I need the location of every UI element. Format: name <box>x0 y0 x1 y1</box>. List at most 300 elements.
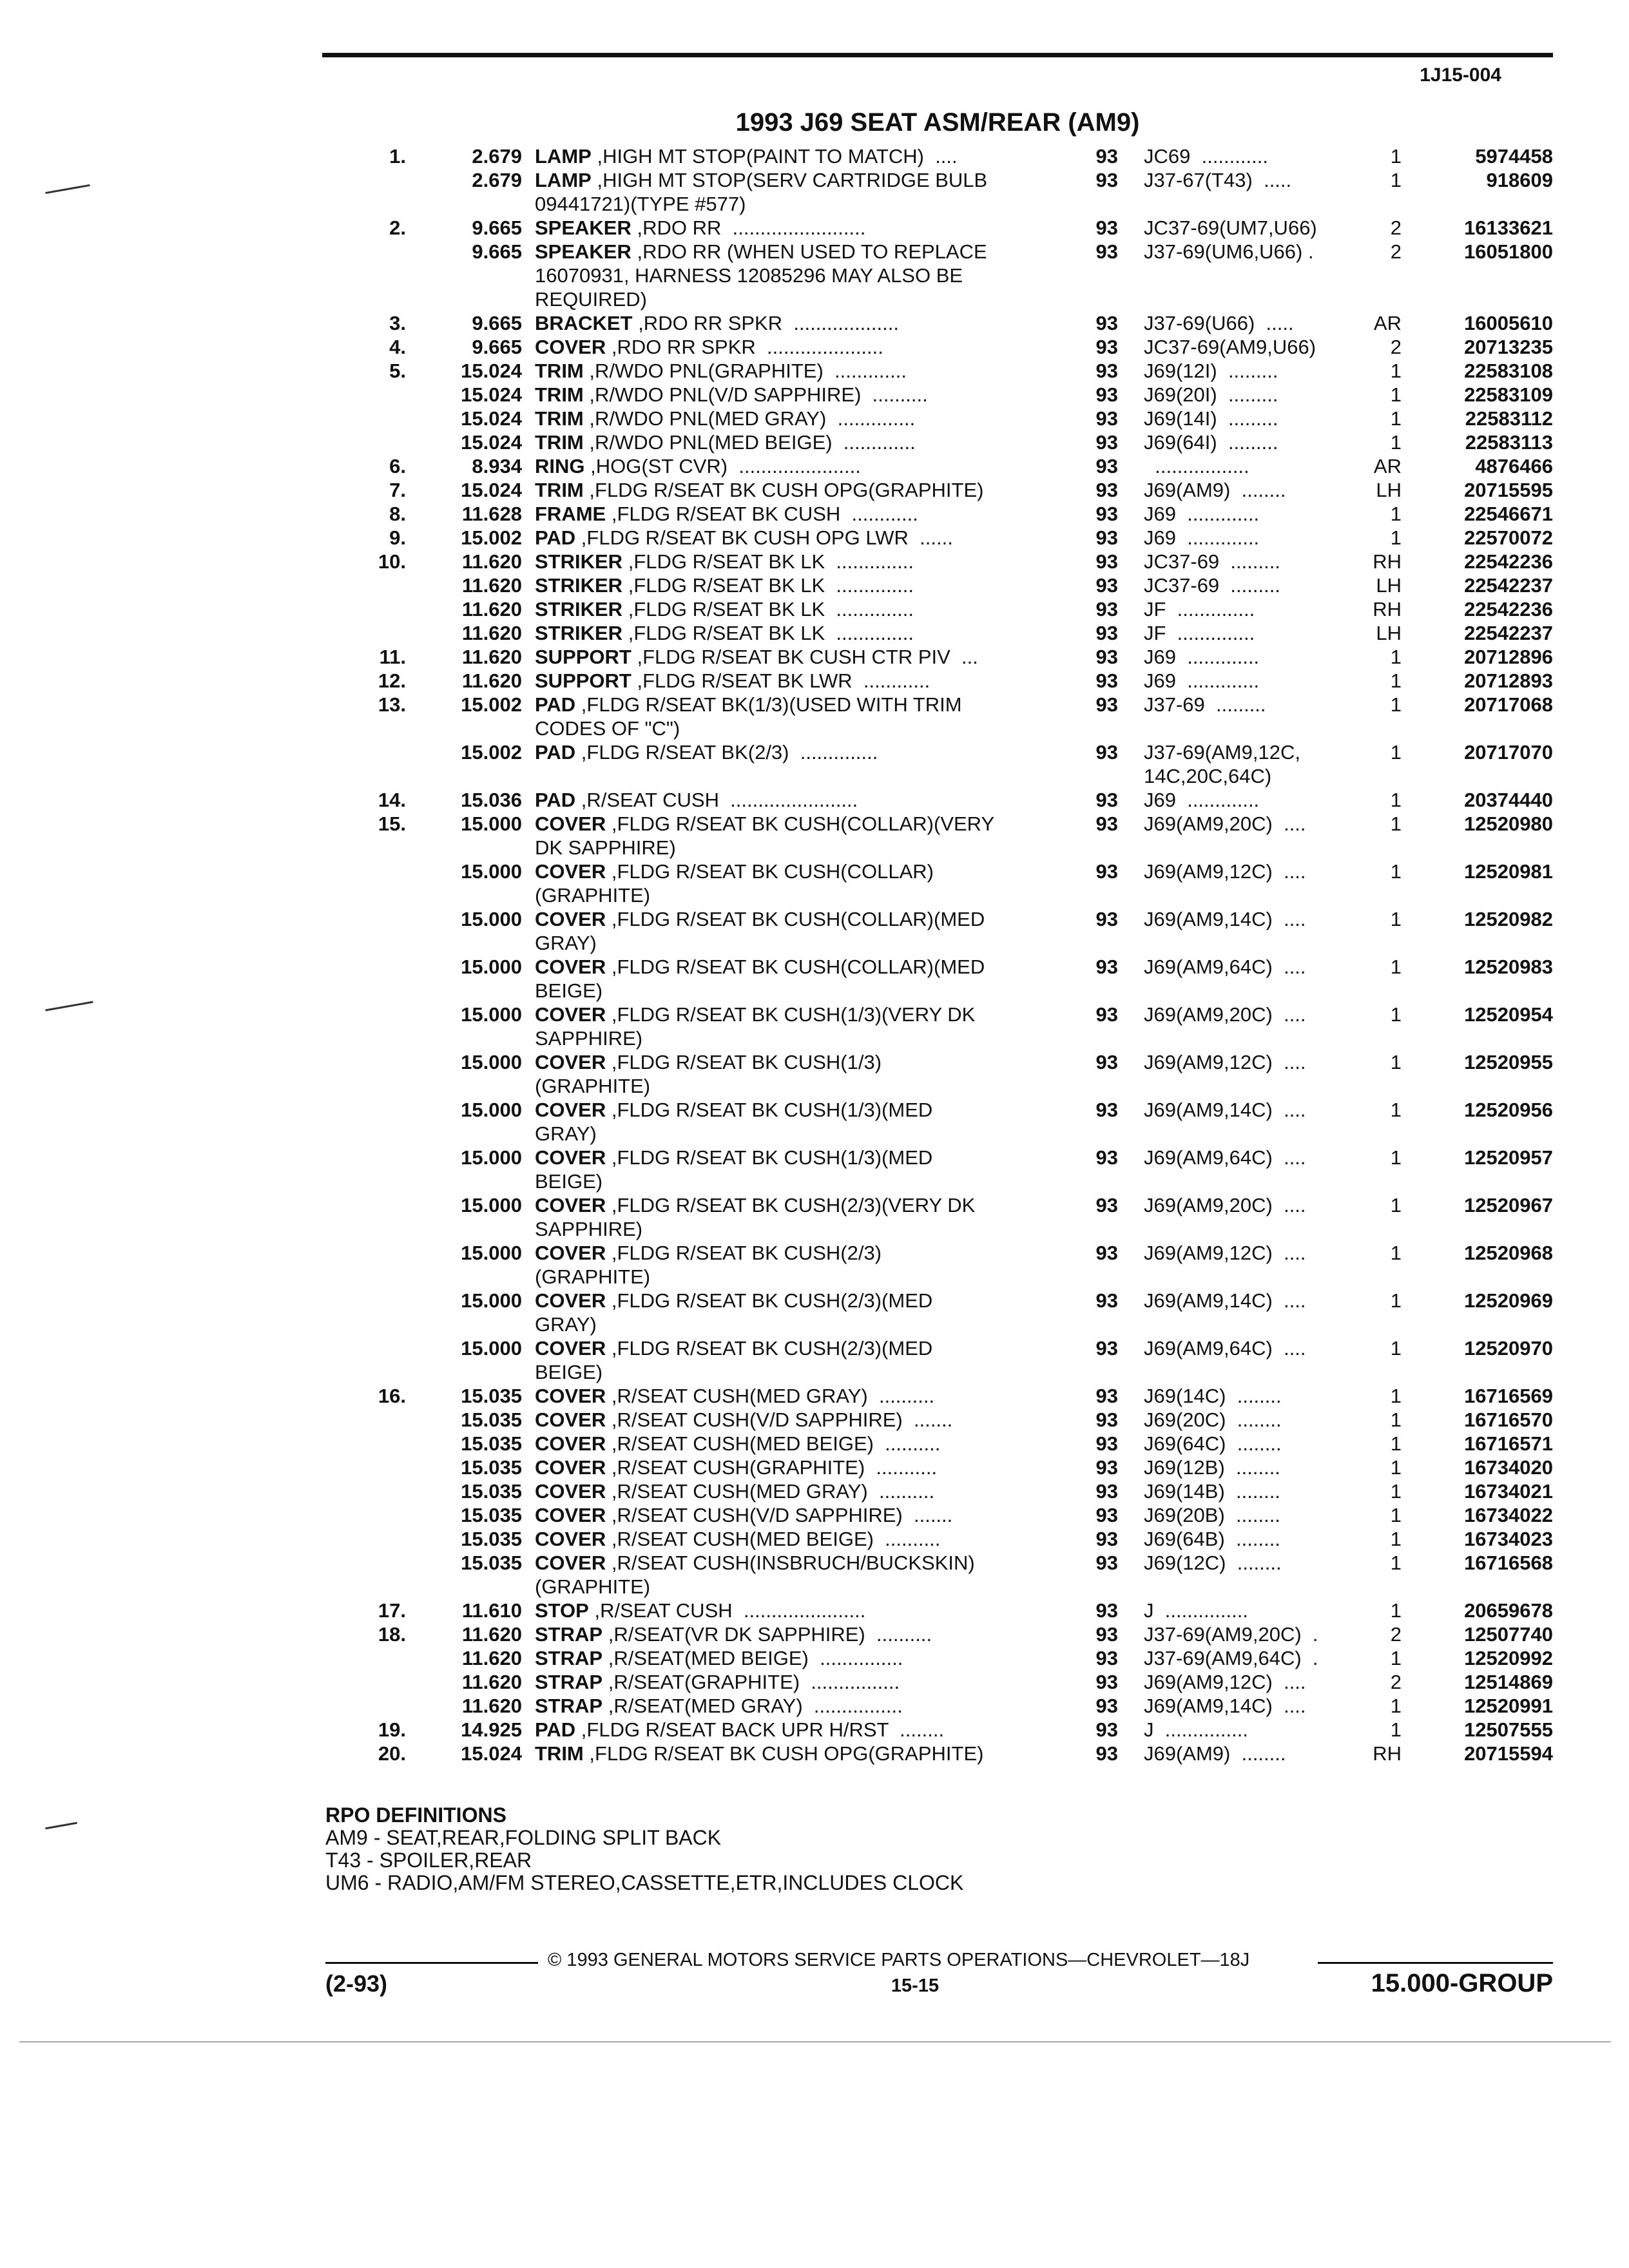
item-number: 5. <box>389 360 406 382</box>
part-detail: ,FLDG R/SEAT BK CUSH(COLLAR)(VERY DK SAPPHIRE) <box>535 812 995 859</box>
part-row <box>322 407 1553 430</box>
part-name: COVER <box>535 1456 606 1479</box>
part-detail: ,R/SEAT(VR DK SAPPHIRE) .......... <box>608 1623 932 1646</box>
part-description <box>535 1098 1366 1146</box>
group-number: 15.035 <box>461 1528 522 1550</box>
item-number: 7. <box>389 479 406 501</box>
model-code: J69 ............. <box>1144 669 1260 692</box>
group-number: 15.000 <box>461 956 522 978</box>
part-name: COVER <box>535 1504 606 1526</box>
part-description <box>535 788 1366 812</box>
part-description <box>535 430 1366 454</box>
item-number: 13. <box>378 693 406 716</box>
footer-rule-right <box>1318 1962 1553 1964</box>
part-detail: ,HIGH MT STOP(PAINT TO MATCH) .... <box>597 145 958 168</box>
part-name: COVER <box>535 1480 606 1503</box>
quantity: 1 <box>1390 503 1402 525</box>
model-code: ................. <box>1144 455 1249 477</box>
part-number: 22583113 <box>1465 431 1553 454</box>
parts-list <box>322 144 1553 1765</box>
quantity: RH <box>1373 550 1402 573</box>
part-name: TRIM <box>535 1742 584 1765</box>
part-description <box>535 1622 1366 1646</box>
part-detail: ,FLDG R/SEAT BK LK .............. <box>628 574 914 597</box>
model-year: 93 <box>1095 1695 1118 1717</box>
group-number: 15.024 <box>461 1742 522 1765</box>
quantity: 1 <box>1390 789 1402 811</box>
part-row <box>322 1050 1553 1098</box>
part-description <box>535 1289 1366 1336</box>
model-year: 93 <box>1095 1456 1118 1479</box>
part-row <box>322 335 1553 359</box>
footer-group: 15.000-GROUP <box>1371 1969 1553 1997</box>
part-name: STRIKER <box>535 574 623 597</box>
quantity: 2 <box>1390 1623 1402 1646</box>
model-year: 93 <box>1095 622 1118 644</box>
part-description <box>535 645 1366 669</box>
group-number: 15.024 <box>461 431 522 454</box>
group-number: 15.000 <box>461 812 522 835</box>
part-row <box>322 1384 1553 1408</box>
part-number: 16051800 <box>1464 240 1553 263</box>
part-description <box>535 550 1366 573</box>
group-number: 15.000 <box>461 1242 522 1264</box>
part-row <box>322 693 1553 740</box>
model-code: J69(AM9,12C) .... <box>1144 1242 1306 1264</box>
part-number: 16734023 <box>1464 1528 1553 1550</box>
part-description <box>535 1742 1366 1765</box>
part-description <box>535 1384 1366 1408</box>
model-year: 93 <box>1095 503 1118 525</box>
part-description <box>535 526 1366 550</box>
margin-mark <box>45 1001 93 1012</box>
part-row <box>322 550 1553 573</box>
part-name: TRIM <box>535 383 584 406</box>
part-number: 16133621 <box>1464 216 1553 239</box>
part-number: 12520968 <box>1464 1242 1553 1264</box>
model-code: JC69 ............ <box>1144 145 1268 168</box>
part-description <box>535 573 1366 597</box>
part-detail: ,FLDG R/SEAT BK CUSH OPG LWR ...... <box>581 526 953 549</box>
part-name: LAMP <box>535 145 592 168</box>
part-name: COVER <box>535 1528 606 1550</box>
model-code: JC37-69(AM9,U66) <box>1144 336 1316 358</box>
group-number: 11.620 <box>461 1623 522 1646</box>
part-number: 12520969 <box>1464 1289 1553 1312</box>
part-row <box>322 907 1553 955</box>
model-code: J69(AM9,14C) .... <box>1144 1695 1306 1717</box>
quantity: 1 <box>1390 1647 1402 1669</box>
model-code: J69(AM9,12C) .... <box>1144 1051 1306 1073</box>
quantity: 1 <box>1390 1504 1402 1526</box>
part-detail: ,FLDG R/SEAT BK LK .............. <box>628 622 914 644</box>
quantity: 1 <box>1390 431 1402 454</box>
quantity: 1 <box>1390 1099 1402 1121</box>
part-detail: ,FLDG R/SEAT BK CUSH(2/3) (GRAPHITE) <box>535 1242 882 1288</box>
quantity: 2 <box>1390 336 1402 358</box>
model-year: 93 <box>1095 1337 1118 1360</box>
part-detail: ,R/SEAT CUSH(GRAPHITE) ........... <box>611 1456 938 1479</box>
group-number: 11.620 <box>461 646 522 668</box>
model-code: J69(64B) ........ <box>1144 1528 1280 1550</box>
group-number: 11.620 <box>461 550 522 573</box>
model-code: J69(AM9,12C) .... <box>1144 1671 1306 1693</box>
quantity: 1 <box>1390 1051 1402 1073</box>
part-detail: ,RDO RR (WHEN USED TO REPLACE 16070931, HARNESS 12085296 MAY ALSO BE REQUIRED) <box>535 240 987 311</box>
part-description <box>535 1718 1366 1742</box>
quantity: RH <box>1373 598 1402 620</box>
model-code: J37-69 ......... <box>1144 693 1266 716</box>
margin-mark <box>45 1822 77 1830</box>
part-row <box>322 812 1553 860</box>
model-code: J37-69(AM9,12C, 14C,20C,64C) <box>1144 741 1300 787</box>
part-row <box>322 1408 1553 1432</box>
part-row <box>322 597 1553 621</box>
item-number: 16. <box>378 1385 406 1407</box>
model-code: J69(64I) ......... <box>1144 431 1278 454</box>
part-detail: ,FLDG R/SEAT BK CUSH(COLLAR)(MED GRAY) <box>535 908 985 954</box>
part-detail: ,RDO RR SPKR ................... <box>638 312 899 334</box>
part-name: COVER <box>535 1099 606 1121</box>
model-year: 93 <box>1095 908 1118 930</box>
part-description <box>535 383 1366 407</box>
part-detail: ,FLDG R/SEAT BK CUSH(1/3)(VERY DK SAPPHIRE) <box>535 1003 976 1050</box>
model-year: 93 <box>1095 1671 1118 1693</box>
part-detail: ,FLDG R/SEAT BK CUSH OPG(GRAPHITE) <box>589 1742 984 1765</box>
quantity: 1 <box>1390 383 1402 406</box>
part-number: 22583112 <box>1465 407 1553 430</box>
part-name: COVER <box>535 860 606 883</box>
part-row <box>322 669 1553 693</box>
quantity: 1 <box>1390 956 1402 978</box>
model-code: J69 ............. <box>1144 646 1260 668</box>
group-number: 9.665 <box>472 216 522 239</box>
part-detail: ,R/SEAT CUSH(MED GRAY) .......... <box>611 1480 935 1503</box>
group-number: 11.620 <box>461 1647 522 1669</box>
model-year: 93 <box>1095 598 1118 620</box>
part-number: 12520982 <box>1464 908 1553 930</box>
quantity: 1 <box>1390 812 1402 835</box>
quantity: 1 <box>1390 669 1402 692</box>
part-row <box>322 454 1553 478</box>
model-code: J69(20I) ......... <box>1144 383 1278 406</box>
model-code: J69(AM9,64C) .... <box>1144 1146 1306 1169</box>
model-year: 93 <box>1095 479 1118 501</box>
quantity: 1 <box>1390 1552 1402 1574</box>
part-name: TRIM <box>535 431 584 454</box>
part-row <box>322 240 1553 311</box>
group-number: 15.024 <box>461 407 522 430</box>
model-code: J69(AM9,64C) .... <box>1144 956 1306 978</box>
item-number: 8. <box>389 503 406 525</box>
part-name: STRAP <box>535 1695 603 1717</box>
part-detail: ,R/WDO PNL(MED BEIGE) ............. <box>589 431 916 454</box>
part-row <box>322 1503 1553 1527</box>
part-detail: ,R/SEAT CUSH(V/D SAPPHIRE) ....... <box>611 1504 953 1526</box>
part-name: PAD <box>535 789 576 811</box>
part-row <box>322 1599 1553 1622</box>
model-year: 93 <box>1095 1385 1118 1407</box>
model-year: 93 <box>1095 455 1118 477</box>
part-row <box>322 359 1553 383</box>
group-number: 9.665 <box>472 336 522 358</box>
group-number: 15.002 <box>461 526 522 549</box>
part-name: STRIKER <box>535 622 623 644</box>
part-detail: ,FLDG R/SEAT BK CUSH(2/3)(VERY DK SAPPHIRE) <box>535 1194 976 1240</box>
item-number: 3. <box>389 312 406 334</box>
page-code: 1J15-004 <box>1420 64 1501 86</box>
part-number: 22546671 <box>1464 503 1553 525</box>
part-description <box>535 1336 1366 1384</box>
item-number: 12. <box>378 669 406 692</box>
part-description <box>535 1479 1366 1503</box>
part-row <box>322 526 1553 550</box>
part-row <box>322 1098 1553 1146</box>
model-year: 93 <box>1095 1146 1118 1169</box>
part-description <box>535 454 1366 478</box>
part-row <box>322 1670 1553 1694</box>
quantity: 2 <box>1390 1671 1402 1693</box>
model-code: J69 ............. <box>1144 526 1260 549</box>
model-year: 93 <box>1095 336 1118 358</box>
item-number: 15. <box>378 812 406 835</box>
quantity: 1 <box>1390 145 1402 168</box>
part-detail: ,FLDG R/SEAT BK(1/3)(USED WITH TRIM CODES OF "C") <box>535 693 962 740</box>
model-year: 93 <box>1095 1599 1118 1622</box>
part-number: 918609 <box>1486 169 1553 191</box>
part-description <box>535 1670 1366 1694</box>
quantity: 1 <box>1390 1408 1402 1431</box>
model-year: 93 <box>1095 574 1118 597</box>
model-code: J ............... <box>1144 1599 1248 1622</box>
quantity: 1 <box>1390 1432 1402 1455</box>
item-number: 4. <box>389 336 406 358</box>
model-year: 93 <box>1095 407 1118 430</box>
part-name: COVER <box>535 1408 606 1431</box>
group-number: 15.024 <box>461 383 522 406</box>
part-name: COVER <box>535 1337 606 1360</box>
quantity: RH <box>1373 1742 1402 1765</box>
part-number: 12520992 <box>1464 1647 1553 1669</box>
part-number: 22583108 <box>1464 360 1553 382</box>
part-name: COVER <box>535 1242 606 1264</box>
model-year: 93 <box>1095 1099 1118 1121</box>
quantity: 1 <box>1390 646 1402 668</box>
quantity: LH <box>1376 574 1402 597</box>
part-name: STRIKER <box>535 550 623 573</box>
model-code: JC37-69 ......... <box>1144 550 1280 573</box>
part-name: COVER <box>535 1552 606 1574</box>
group-number: 11.620 <box>461 1695 522 1717</box>
footer-rule-left <box>325 1962 538 1964</box>
model-year: 93 <box>1095 1552 1118 1574</box>
group-number: 11.620 <box>461 574 522 597</box>
model-code: J69(12B) ........ <box>1144 1456 1280 1479</box>
group-number: 15.000 <box>461 908 522 930</box>
part-detail: ,FLDG R/SEAT BK CUSH ............ <box>611 503 918 525</box>
part-name: PAD <box>535 741 576 764</box>
item-number: 14. <box>378 789 406 811</box>
part-name: SPEAKER <box>535 240 631 263</box>
part-description <box>535 478 1366 502</box>
model-code: J ............... <box>1144 1718 1248 1741</box>
model-code: J69(14C) ........ <box>1144 1385 1282 1407</box>
quantity: 1 <box>1390 1003 1402 1026</box>
model-code: J69 ............. <box>1144 503 1260 525</box>
part-number: 16734021 <box>1464 1480 1553 1503</box>
part-detail: ,HIGH MT STOP(SERV CARTRIDGE BULB 09441721)(TYPE #577) <box>535 169 988 215</box>
quantity: 1 <box>1390 360 1402 382</box>
model-code: J69(AM9,20C) .... <box>1144 1003 1306 1026</box>
part-name: LAMP <box>535 169 592 191</box>
part-row <box>322 860 1553 907</box>
part-name: TRIM <box>535 479 584 501</box>
part-description <box>535 1193 1366 1241</box>
model-code: J69(AM9,20C) .... <box>1144 812 1306 835</box>
part-row <box>322 1718 1553 1742</box>
part-detail: ,R/SEAT CUSH(INSBRUCH/BUCKSKIN) (GRAPHITE) <box>535 1552 975 1598</box>
group-number: 15.035 <box>461 1456 522 1479</box>
model-year: 93 <box>1095 1432 1118 1455</box>
part-name: COVER <box>535 908 606 930</box>
group-number: 15.000 <box>461 1194 522 1216</box>
model-year: 93 <box>1095 526 1118 549</box>
part-number: 12520967 <box>1464 1194 1553 1216</box>
group-number: 15.035 <box>461 1504 522 1526</box>
part-detail: ,FLDG R/SEAT BK LK .............. <box>628 550 914 573</box>
model-year: 93 <box>1095 360 1118 382</box>
part-number: 22570072 <box>1464 526 1553 549</box>
model-year: 93 <box>1095 431 1118 454</box>
item-number: 19. <box>378 1718 406 1741</box>
part-name: PAD <box>535 693 576 716</box>
part-detail: ,RDO RR ........................ <box>637 216 866 239</box>
part-description <box>535 907 1366 955</box>
model-year: 93 <box>1095 956 1118 978</box>
part-number: 20712893 <box>1464 669 1553 692</box>
part-name: COVER <box>535 1432 606 1455</box>
model-year: 93 <box>1095 240 1118 263</box>
part-detail: ,R/SEAT CUSH ...................... <box>594 1599 866 1622</box>
item-number: 10. <box>378 550 406 573</box>
model-year: 93 <box>1095 669 1118 692</box>
scan-line <box>19 2041 1611 2042</box>
part-detail: ,R/SEAT CUSH(MED BEIGE) .......... <box>611 1528 941 1550</box>
part-name: COVER <box>535 1146 606 1169</box>
model-code: J69(12I) ......... <box>1144 360 1278 382</box>
part-number: 12520980 <box>1464 812 1553 835</box>
part-description <box>535 359 1366 383</box>
quantity: 1 <box>1390 1718 1402 1741</box>
quantity: 1 <box>1390 693 1402 716</box>
group-number: 9.665 <box>472 240 522 263</box>
part-name: STRAP <box>535 1623 603 1646</box>
group-number: 15.035 <box>461 1432 522 1455</box>
part-name: BRACKET <box>535 312 633 334</box>
part-description <box>535 1050 1366 1098</box>
part-name: COVER <box>535 1385 606 1407</box>
quantity: AR <box>1373 455 1402 477</box>
model-code: J69(AM9,64C) .... <box>1144 1337 1306 1360</box>
model-year: 93 <box>1095 1242 1118 1264</box>
part-number: 20712896 <box>1464 646 1553 668</box>
part-name: SUPPORT <box>535 669 631 692</box>
part-number: 12520970 <box>1464 1337 1553 1360</box>
group-number: 15.000 <box>461 860 522 883</box>
quantity: LH <box>1376 479 1402 501</box>
part-row <box>322 1432 1553 1456</box>
part-name: PAD <box>535 526 576 549</box>
part-row <box>322 430 1553 454</box>
part-description <box>535 740 1366 764</box>
part-row <box>322 1694 1553 1718</box>
item-number: 17. <box>378 1599 406 1622</box>
model-code: J37-69(AM9,20C) . <box>1144 1623 1318 1646</box>
model-year: 93 <box>1095 789 1118 811</box>
part-detail: ,RDO RR SPKR ..................... <box>611 336 883 358</box>
part-description <box>535 860 1366 907</box>
item-number: 6. <box>389 455 406 477</box>
part-number: 20717070 <box>1464 741 1553 764</box>
item-number: 2. <box>389 216 406 239</box>
part-description <box>535 335 1366 359</box>
part-description <box>535 1432 1366 1456</box>
model-year: 93 <box>1095 812 1118 835</box>
model-year: 93 <box>1095 383 1118 406</box>
part-description <box>535 1408 1366 1432</box>
model-year: 93 <box>1095 1528 1118 1550</box>
quantity: AR <box>1373 312 1402 334</box>
quantity: 1 <box>1390 1456 1402 1479</box>
group-number: 11.620 <box>461 598 522 620</box>
part-row <box>322 502 1553 526</box>
group-number: 15.024 <box>461 479 522 501</box>
part-row <box>322 1527 1553 1551</box>
part-row <box>322 1646 1553 1670</box>
model-code: J69(AM9,14C) .... <box>1144 908 1306 930</box>
part-name: COVER <box>535 812 606 835</box>
part-number: 12520954 <box>1464 1003 1553 1026</box>
group-number: 11.610 <box>461 1599 522 1622</box>
part-name: TRIM <box>535 407 584 430</box>
part-number: 20713235 <box>1464 336 1553 358</box>
model-code: J37-69(UM6,U66) . <box>1144 240 1314 263</box>
part-row <box>322 740 1553 788</box>
part-row <box>322 1742 1553 1765</box>
part-name: STRAP <box>535 1671 603 1693</box>
rpo-title: RPO DEFINITIONS <box>325 1803 506 1827</box>
model-year: 93 <box>1095 550 1118 573</box>
part-number: 20715595 <box>1464 479 1553 501</box>
part-description <box>535 1003 1366 1050</box>
model-year: 93 <box>1095 1003 1118 1026</box>
part-detail: ,FLDG R/SEAT BK LWR ............ <box>637 669 930 692</box>
group-number: 15.035 <box>461 1480 522 1503</box>
rpo-line: UM6 - RADIO,AM/FM STEREO,CASSETTE,ETR,INCLUDES CLOCK <box>325 1871 964 1894</box>
part-detail: ,FLDG R/SEAT BK CUSH(COLLAR)(MED BEIGE) <box>535 956 985 1002</box>
part-description <box>535 1456 1366 1479</box>
model-code: J37-69(U66) ..... <box>1144 312 1294 334</box>
part-number: 22583109 <box>1464 383 1553 406</box>
model-code: J69(20C) ........ <box>1144 1408 1282 1431</box>
model-code: J69(AM9) ........ <box>1144 479 1286 501</box>
part-detail: ,FLDG R/SEAT BK LK .............. <box>628 598 914 620</box>
part-row <box>322 311 1553 335</box>
part-number: 22542237 <box>1464 622 1553 644</box>
part-number: 20717068 <box>1464 693 1553 716</box>
quantity: 1 <box>1390 1194 1402 1216</box>
item-number: 9. <box>389 526 406 549</box>
